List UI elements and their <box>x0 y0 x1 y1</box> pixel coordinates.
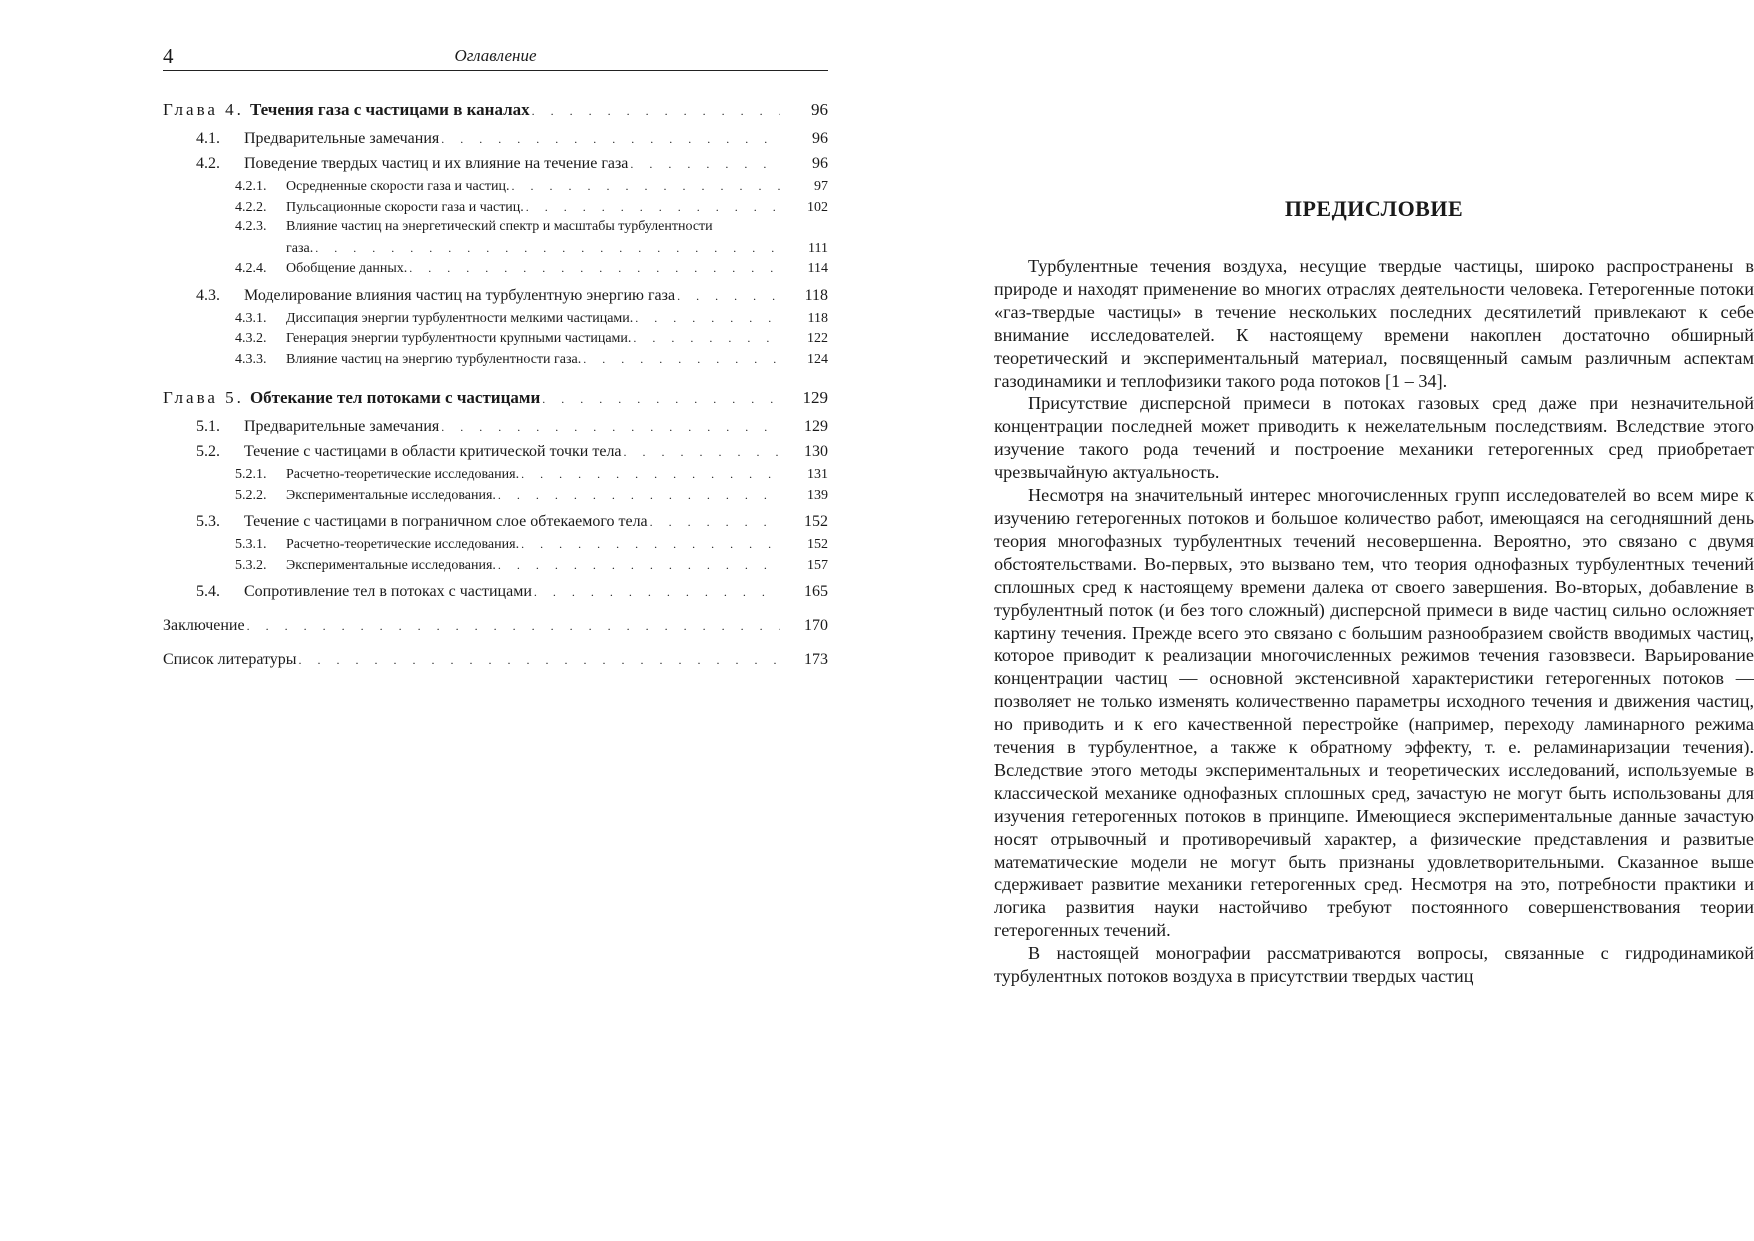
toc-number: 4.1. <box>196 130 220 147</box>
toc-page: 96 <box>812 155 828 172</box>
toc-title: Расчетно-теоретические исследования. <box>286 537 520 552</box>
toc-title: Экспериментальные исследования. <box>286 487 496 503</box>
toc-subsection-5-3-1[interactable] <box>163 534 828 555</box>
toc-chapter-4[interactable] <box>163 97 828 122</box>
toc-title: Заключение <box>163 617 245 634</box>
toc-page: 114 <box>807 261 828 276</box>
toc-page: 122 <box>807 331 828 346</box>
preface-body <box>994 255 1754 988</box>
toc-page: 130 <box>804 443 828 460</box>
toc-title: Обтекание тел потоками с частицами <box>249 388 541 407</box>
toc-title: Влияние частиц на энергию турбулентности газа. <box>286 351 582 367</box>
toc-number: 4.2.3. <box>235 219 267 234</box>
toc-title: Пульсационные скорости газа и частиц. <box>286 199 524 215</box>
dot-leader <box>441 415 780 440</box>
toc-section-5-3[interactable] <box>163 509 828 534</box>
toc-number: 5.4. <box>196 583 220 600</box>
toc-page: 102 <box>807 199 828 215</box>
toc-page: 96 <box>812 130 828 147</box>
toc-number: 4.3.1. <box>235 310 267 326</box>
preface-paragraph: Присутствие дисперсной примеси в потоках газовых сред даже при незначительной концентрации последней может приводить к нежелательным последствиям. Вследствие этого изучение такого рода течений и построение механики гетерогенных сред приобретает чрезвычайную актуальность. <box>994 393 1754 483</box>
toc-title: Список литературы <box>163 651 297 668</box>
toc-page: 111 <box>808 240 828 256</box>
dot-leader <box>247 614 780 639</box>
toc-page: 96 <box>811 100 828 119</box>
toc-page: 152 <box>807 537 828 552</box>
toc-number: 4.2.1. <box>235 179 267 194</box>
preface-heading: ПРЕДИСЛОВИЕ <box>1284 196 1464 221</box>
toc-chapter-5[interactable] <box>163 385 828 410</box>
toc-title: Экспериментальные исследования. <box>286 557 496 573</box>
toc-page: 129 <box>802 388 828 407</box>
toc-title: Сопротивление тел в потоках с частицами <box>244 583 532 600</box>
toc-title: Течение с частицами в пограничном слое обтекаемого тела <box>244 513 648 530</box>
toc-number: 4.2. <box>196 155 220 172</box>
dot-leader <box>532 99 780 124</box>
dot-leader <box>526 197 780 218</box>
dot-leader <box>315 238 780 259</box>
toc-number: Глава 5. <box>163 388 244 407</box>
dot-leader <box>633 328 780 349</box>
toc-title: Течение с частицами в области критической точки тела <box>244 443 622 460</box>
dot-leader <box>521 464 780 485</box>
toc-title: Генерация энергии турбулентности крупными частицами. <box>286 331 632 346</box>
toc-title: Поведение твердых частиц и их влияние на течение газа <box>244 155 629 172</box>
toc-page: 173 <box>804 651 828 668</box>
dot-leader <box>498 485 780 506</box>
toc-subsection-4-3-2[interactable] <box>163 328 828 349</box>
toc-page: 118 <box>804 286 828 304</box>
toc-subsection-4-2-4[interactable] <box>163 258 828 279</box>
toc-references[interactable] <box>163 647 828 672</box>
dot-leader <box>521 534 780 555</box>
toc-number: 5.1. <box>196 418 220 435</box>
table-of-contents <box>163 97 828 672</box>
toc-title: Моделирование влияния частиц на турбулентную энергию газа <box>244 286 676 304</box>
toc-title: Расчетно-теоретические исследования. <box>286 467 520 482</box>
toc-number: 4.2.4. <box>235 261 267 276</box>
toc-number: 5.2.1. <box>235 467 267 482</box>
dot-leader <box>299 648 780 673</box>
toc-page: 152 <box>804 513 828 530</box>
dot-leader <box>441 127 780 152</box>
toc-page: 139 <box>807 487 828 503</box>
dot-leader <box>583 349 780 370</box>
toc-title-line1: Влияние частиц на энергетический спектр и масштабы турбулентности <box>286 219 713 234</box>
toc-page: 157 <box>807 557 828 573</box>
preface-paragraph: Несмотря на значительный интерес многочисленных групп исследователей во всем мире к изучению гетерогенных потоков и большое количество работ, имеющаяся на сегодняшний день теория многофазных турбулентных течений несовершенна. Вероятно, это связано с двумя обстоятельствами. Во-первых, это вызвано тем, что теория однофазных турбулентных течений сплошных сред к настоящему времени далека от своего завершения. Во-вторых, добавление в турбулентный поток (и без того сложный) дисперсной примеси в виде частиц сильно осложняет картину течения. Прежде всего это связано с большим разнообразием свойств вводимых частиц, которое приводит к реализации многочисленных режимов течения газовзвеси. Варьирование концентрации частиц — основной экстенсивной характеристики гетерогенных потоков — позволяет не только изменять количественно параметры исходного течения и движения частиц, но приводить и к его качественной перестройке (например, переходу ламинарного режима течения в турбулентное, а также к обратному эффекту, т. е. реламинаризации течения). Вследствие этого методы экспериментальных и теоретических исследований, используемые в классической механике однофазных сплошных сред, зачастую не могут быть использованы для изучения гетерогенных потоков в принципе. Имеющиеся экспериментальные данные зачастую носят отрывочный и противоречивый характер, а физические представления и развитые математические модели не могут быть признаны удовлетворительными. Сказанное выше сдерживает развитие механики гетерогенных сред. Несмотря на это, потребности практики и логика развития науки настойчиво требуют постоянного совершенствования теории гетерогенных течений. <box>994 485 1754 941</box>
toc-title: Предварительные замечания <box>244 130 440 147</box>
dot-leader <box>650 510 780 535</box>
running-header <box>163 44 828 71</box>
toc-page: 124 <box>807 351 828 367</box>
dot-leader <box>534 580 780 605</box>
toc-subsection-4-2-3[interactable] <box>163 217 828 258</box>
toc-page: 131 <box>807 467 828 482</box>
toc-page: 129 <box>804 418 828 435</box>
toc-title-line2: газа. <box>286 240 314 256</box>
toc-subsection-4-2-1[interactable] <box>163 176 828 197</box>
right-page <box>877 0 1754 1241</box>
dot-leader <box>635 308 780 329</box>
toc-number: 5.3. <box>196 513 220 530</box>
toc-title: Диссипация энергии турбулентности мелкими частицами. <box>286 310 634 326</box>
toc-page: 170 <box>804 617 828 634</box>
preface-paragraph: В настоящей монографии рассматриваются вопросы, связанные с гидродинамикой турбулентных потоков воздуха в присутствии твердых частиц <box>994 943 1754 987</box>
dot-leader <box>512 176 780 197</box>
toc-title: Течения газа с частицами в каналах <box>249 100 530 119</box>
toc-page: 97 <box>814 179 828 194</box>
dot-leader <box>624 440 780 465</box>
toc-number: 5.3.1. <box>235 537 267 552</box>
toc-section-4-1[interactable] <box>163 126 828 151</box>
toc-page: 165 <box>804 583 828 600</box>
page-number: 4 <box>163 44 174 68</box>
toc-conclusion[interactable] <box>163 613 828 638</box>
toc-number: 4.3. <box>196 286 220 304</box>
toc-subsection-5-2-1[interactable] <box>163 464 828 485</box>
dot-leader <box>630 152 780 177</box>
preface-paragraph: Турбулентные течения воздуха, несущие твердые частицы, широко распространены в природе и находят применение во многих отраслях деятельности человека. Гетерогенные потоки «газ-твердые частицы» в течение нескольких последних десятилетий привлекают к себе внимание исследователей. К настоящему времени накоплен достаточно обширный теоретический и экспериментальный материал, посвященный самым различным аспектам газодинамики и теплофизики такого рода потоков [1 – 34]. <box>994 256 1754 391</box>
toc-number: 4.3.3. <box>235 351 267 367</box>
toc-number: 5.2.2. <box>235 487 267 503</box>
toc-section-4-2[interactable] <box>163 151 828 176</box>
toc-subsection-4-3-3[interactable] <box>163 349 828 370</box>
toc-title: Предварительные замечания <box>244 418 440 435</box>
toc-number: 5.2. <box>196 443 220 460</box>
toc-subsection-5-3-2[interactable] <box>163 555 828 576</box>
toc-subsection-4-2-2[interactable] <box>163 197 828 218</box>
toc-subsection-5-2-2[interactable] <box>163 485 828 506</box>
toc-section-5-4[interactable] <box>163 579 828 604</box>
toc-section-5-2[interactable] <box>163 439 828 464</box>
toc-number: 4.3.2. <box>235 331 267 346</box>
toc-section-5-1[interactable] <box>163 414 828 439</box>
dot-leader <box>677 284 780 309</box>
dot-leader <box>498 555 780 576</box>
toc-page: 118 <box>807 310 828 326</box>
toc-title: Осредненные скорости газа и частиц. <box>286 179 510 194</box>
toc-number: 5.3.2. <box>235 557 267 573</box>
dot-leader <box>542 387 780 412</box>
dot-leader <box>409 258 780 279</box>
toc-number: 4.2.2. <box>235 199 267 215</box>
running-title: Оглавление <box>454 46 537 65</box>
toc-title: Обобщение данных. <box>286 261 408 276</box>
toc-section-4-3[interactable] <box>163 283 828 308</box>
toc-number: Глава 4. <box>163 100 244 119</box>
toc-subsection-4-3-1[interactable] <box>163 308 828 329</box>
